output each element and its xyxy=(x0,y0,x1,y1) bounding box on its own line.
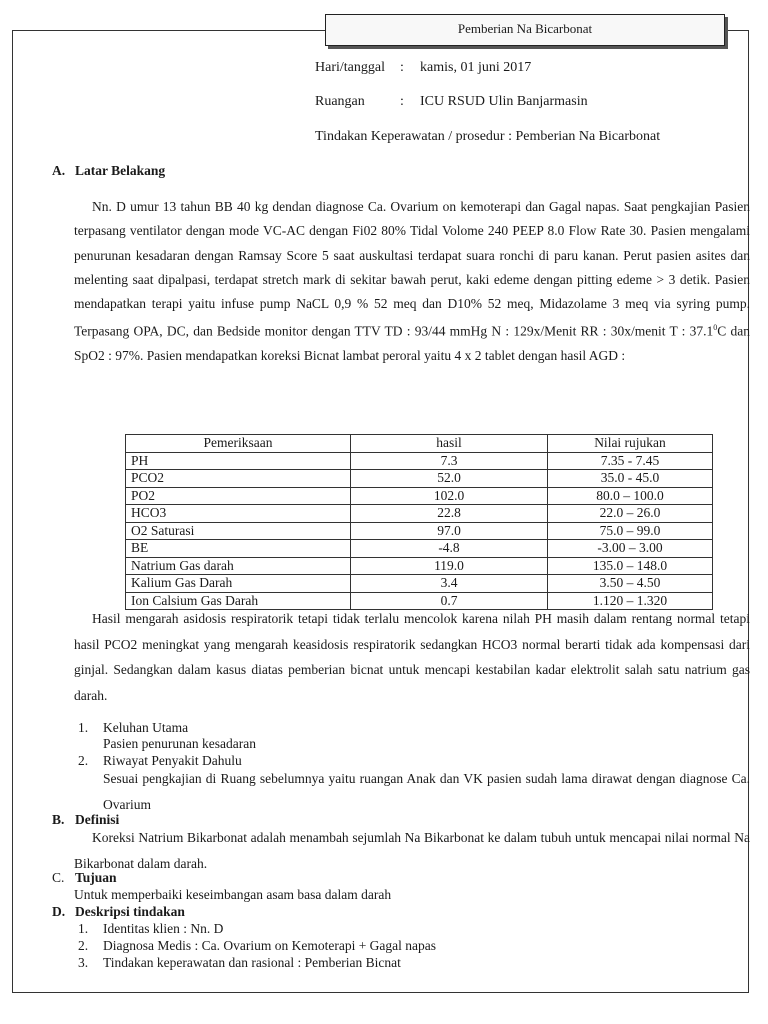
cell-nilai-rujukan: 80.0 – 100.0 xyxy=(548,487,713,505)
cell-pemeriksaan: PCO2 xyxy=(126,470,351,488)
purpose-text: Untuk memperbaiki keseimbangan asam basa dalam darah xyxy=(74,887,392,902)
cell-hasil: 52.0 xyxy=(351,470,548,488)
cell-hasil: 119.0 xyxy=(351,557,548,575)
item-text: Identitas klien : Nn. D xyxy=(103,921,224,936)
result-paragraph xyxy=(74,606,750,708)
table-row xyxy=(126,557,713,575)
meta-room xyxy=(315,94,588,110)
cell-nilai-rujukan: 35.0 - 45.0 xyxy=(548,470,713,488)
section-c-number: C. xyxy=(52,870,65,885)
degree-superscript: 0 xyxy=(713,323,718,333)
cell-pemeriksaan: Natrium Gas darah xyxy=(126,557,351,575)
agd-table xyxy=(125,434,713,610)
table-header-row xyxy=(126,435,713,453)
cell-nilai-rujukan: 22.0 – 26.0 xyxy=(548,505,713,523)
item-number: 1. xyxy=(78,720,89,735)
meta-procedure: Tindakan Keperawatan / prosedur : Pemberian Na Bicarbonat xyxy=(315,129,661,144)
table-row xyxy=(126,452,713,470)
list-item xyxy=(78,938,436,954)
item-text: Sesuai pengkajian di Ruang sebelumnya yaitu ruangan Anak dan VK pasien sudah lama dirawat dengan diagnose Ca. Ovarium xyxy=(103,771,750,812)
definition-text: Koreksi Natrium Bikarbonat adalah menambah sejumlah Na Bikarbonat ke dalam tubuh untuk mencapai nilai normal Na Bikarbonat dalam darah. xyxy=(74,830,750,871)
section-a-heading xyxy=(52,163,165,179)
cell-hasil: -4.8 xyxy=(351,540,548,558)
table-row xyxy=(126,540,713,558)
cell-hasil: 0.7 xyxy=(351,592,548,610)
date-value: kamis, 01 juni 2017 xyxy=(420,60,532,75)
cell-hasil: 22.8 xyxy=(351,505,548,523)
section-d-heading xyxy=(52,904,185,920)
item-number: 1. xyxy=(78,921,89,936)
cell-hasil: 97.0 xyxy=(351,522,548,540)
item-number: 3. xyxy=(78,955,89,970)
section-c-title: Tujuan xyxy=(75,870,117,885)
section-d-title: Deskripsi tindakan xyxy=(75,904,185,919)
room-colon: : xyxy=(400,94,404,109)
item-number: 2. xyxy=(78,938,89,953)
table-row xyxy=(126,575,713,593)
item-title: Riwayat Penyakit Dahulu xyxy=(103,753,242,768)
section-b-title: Definisi xyxy=(75,812,120,827)
list-item xyxy=(78,955,401,971)
background-paragraph xyxy=(74,195,750,369)
item-text: Diagnosa Medis : Ca. Ovarium on Kemoterapi + Gagal napas xyxy=(103,938,437,953)
room-label: Ruangan xyxy=(315,94,365,109)
background-text-end: C dan SpO2 : 97%. Pasien mendapatkan koreksi Bicnat lambat peroral yaitu 4 x 2 tablet dengan hasil AGD : xyxy=(74,323,750,364)
item-number: 2. xyxy=(78,753,89,768)
section-a-title: Latar Belakang xyxy=(75,163,166,178)
cell-nilai-rujukan: 1.120 – 1.320 xyxy=(548,592,713,610)
list-item xyxy=(78,720,188,736)
cell-nilai-rujukan: 7.35 - 7.45 xyxy=(548,452,713,470)
table-row xyxy=(126,470,713,488)
table-row xyxy=(126,487,713,505)
background-text: Nn. D umur 13 tahun BB 40 kg dendan diagnose Ca. Ovarium on kemoterapi dan Gagal napas. Saat pengkajian Pasien terpasang ventilator dengan mode VC-AC dengan Fi02 80% Tidal Volome 240 PEEP 8.0 Flow Rate 30. Pasien mengalami penurunan kesadaran dengan Ramsay Score 5 saat auskultasi terdapat suara ronchi di paru kanan. Perut pasien asites dan melenting saat dipalpasi, terdapat stretch mark di sekitar bawah perut, kaki edeme dengan pitting edeme > 3 detik. Pasien mendapatkan terapi yaitu infuse pump NaCL 0,9 % 52 meq dan D10% 52 meq, Midazolame 3 meq via syring pump. Terpasang OPA, DC, dan Bedside monitor dengan TTV TD : 93/44 mmHg N : 129x/Menit RR : 30x/menit T : 37.1 xyxy=(74,199,750,339)
section-b-number: B. xyxy=(52,812,65,827)
result-text: Hasil mengarah asidosis respiratorik tetapi tidak terlalu mencolok karena nilah PH masih dalam rentang normal tetapi hasil PCO2 meningkat yang mengarah keasidosis respiratorik sedangkan HCO3 normal berarti tidak ada kompensasi dari ginjal. Sedangkan dalam kasus diatas pemberian bicnat untuk mencapi kestabilan kadar elektrolit salah satu natrium gas darah. xyxy=(74,611,750,703)
cell-pemeriksaan: PH xyxy=(126,452,351,470)
table-row xyxy=(126,522,713,540)
document-title: Pemberian Na Bicarbonat xyxy=(325,14,725,46)
item-text: Tindakan keperawatan dan rasional : Pemberian Bicnat xyxy=(103,955,401,970)
cell-pemeriksaan: BE xyxy=(126,540,351,558)
cell-pemeriksaan: PO2 xyxy=(126,487,351,505)
header-hasil: hasil xyxy=(351,435,548,453)
cell-pemeriksaan: HCO3 xyxy=(126,505,351,523)
header-nilai-rujukan: Nilai rujukan xyxy=(548,435,713,453)
section-d-number: D. xyxy=(52,904,66,919)
cell-nilai-rujukan: -3.00 – 3.00 xyxy=(548,540,713,558)
cell-nilai-rujukan: 75.0 – 99.0 xyxy=(548,522,713,540)
definition-paragraph xyxy=(74,825,750,876)
cell-pemeriksaan: Kalium Gas Darah xyxy=(126,575,351,593)
date-label: Hari/tanggal xyxy=(315,60,385,75)
date-colon: : xyxy=(400,60,404,75)
cell-pemeriksaan: Ion Calsium Gas Darah xyxy=(126,592,351,610)
cell-pemeriksaan: O2 Saturasi xyxy=(126,522,351,540)
meta-date xyxy=(315,60,531,76)
section-c-heading xyxy=(52,870,117,886)
table-row xyxy=(126,505,713,523)
list-item xyxy=(78,921,223,937)
cell-nilai-rujukan: 135.0 – 148.0 xyxy=(548,557,713,575)
section-a-number: A. xyxy=(52,163,66,178)
cell-nilai-rujukan: 3.50 – 4.50 xyxy=(548,575,713,593)
cell-hasil: 3.4 xyxy=(351,575,548,593)
item-text: Pasien penurunan kesadaran xyxy=(103,736,256,751)
header-pemeriksaan: Pemeriksaan xyxy=(126,435,351,453)
cell-hasil: 7.3 xyxy=(351,452,548,470)
room-value: ICU RSUD Ulin Banjarmasin xyxy=(420,94,588,109)
item-title: Keluhan Utama xyxy=(103,720,189,735)
cell-hasil: 102.0 xyxy=(351,487,548,505)
